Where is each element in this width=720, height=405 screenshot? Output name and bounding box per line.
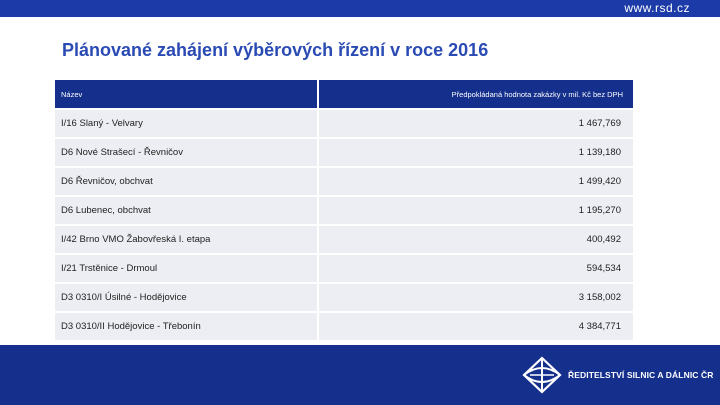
row-value: 400,492	[319, 226, 633, 253]
row-value: 1 467,769	[319, 110, 633, 137]
table-row	[55, 255, 633, 282]
row-name: D6 Nové Strašecí - Řevničov	[55, 139, 319, 166]
table-row	[55, 284, 633, 311]
table-row	[55, 168, 633, 195]
row-value: 1 499,420	[319, 168, 633, 195]
row-value: 594,534	[319, 255, 633, 282]
row-name: D6 Lubenec, obchvat	[55, 197, 319, 224]
logo-text: ŘEDITELSTVÍ SILNIC A DÁLNIC ČR	[568, 370, 714, 380]
table-row	[55, 197, 633, 224]
row-value: 1 139,180	[319, 139, 633, 166]
table-row	[55, 110, 633, 137]
site-url[interactable]: www.rsd.cz	[624, 1, 690, 15]
page-title: Plánované zahájení výběrových řízení v roce 2016	[62, 40, 489, 60]
row-name: I/16 Slaný - Velvary	[55, 110, 319, 137]
row-name: D6 Řevničov, obchvat	[55, 168, 319, 195]
row-value: 1 195,270	[319, 197, 633, 224]
data-table	[55, 78, 633, 342]
rsd-logo	[520, 355, 713, 395]
table-row	[55, 139, 633, 166]
column-header-value: Předpokládaná hodnota zakázky v mil. Kč bez DPH	[319, 80, 633, 108]
row-value: 3 158,002	[319, 284, 633, 311]
table-row	[55, 313, 633, 340]
row-name: D3 0310/I Úsilné - Hodějovice	[55, 284, 319, 311]
row-name: I/42 Brno VMO Žabovřeská I. etapa	[55, 226, 319, 253]
column-header-name: Název	[55, 80, 319, 108]
row-value: 4 384,771	[319, 313, 633, 340]
table-header-row	[55, 80, 633, 108]
row-name: D3 0310/II Hodějovice - Třebonín	[55, 313, 319, 340]
highway-interchange-icon	[520, 355, 564, 395]
table-row	[55, 226, 633, 253]
top-bar	[0, 0, 720, 17]
row-name: I/21 Trstěnice - Drmoul	[55, 255, 319, 282]
